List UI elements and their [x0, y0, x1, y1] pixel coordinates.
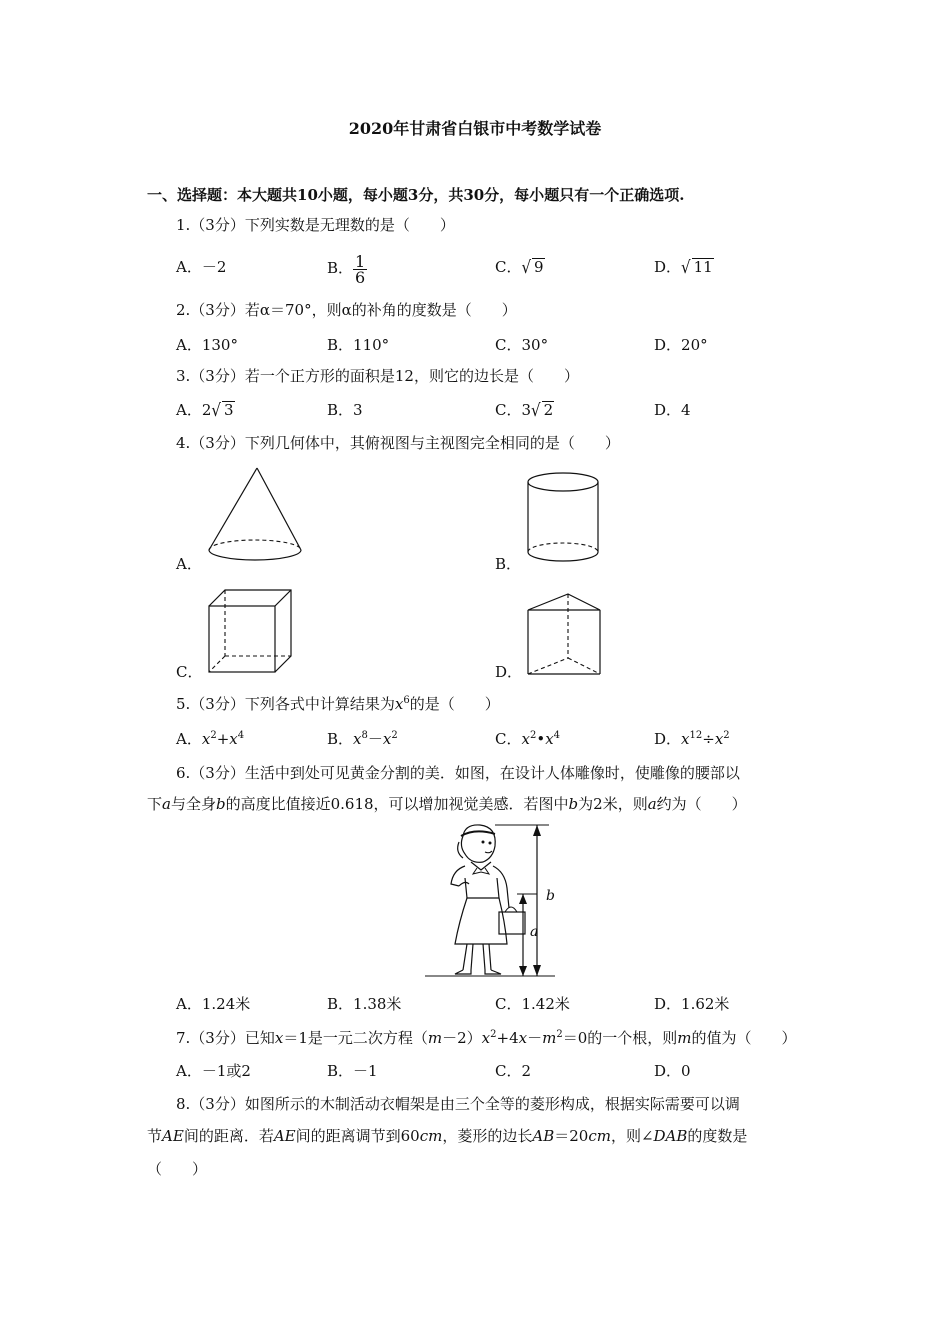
question-6-line-1: 6.（3分）生活中到处可见黄金分割的美．如图，在设计人体雕像时，使雕像的腰部以	[176, 764, 740, 782]
q3-option-a	[176, 400, 235, 420]
exponent: 2	[556, 1029, 563, 1040]
var-m: m	[677, 1029, 692, 1047]
question-7-stem	[176, 1028, 797, 1048]
var-x: x	[201, 730, 211, 748]
q5-option-c-label: C．	[495, 730, 522, 748]
q4-option-b: B．	[495, 555, 522, 573]
q1-radicand-d: 11	[693, 258, 713, 276]
q1-radicand-c: 9	[534, 258, 544, 276]
q8-text: 节	[147, 1127, 163, 1145]
var-AE: AE	[273, 1127, 296, 1145]
q6-text: 下	[147, 795, 163, 813]
radical-sign-icon: √	[521, 256, 532, 278]
q1-fraction-numerator: 1	[355, 251, 366, 271]
q8-text: ，则∠	[610, 1127, 654, 1145]
q4-option-a: A．	[176, 555, 202, 573]
q6-option-c: C．1.42米	[495, 995, 570, 1013]
var-a: a	[647, 795, 657, 813]
q4-option-d: D．	[495, 663, 523, 681]
sculpture-figure	[425, 822, 565, 980]
q6-option-a: A．1.24米	[176, 995, 251, 1013]
exponent: 12	[689, 730, 703, 741]
q6-text: 为2米，则	[578, 795, 648, 813]
q7-option-a: A．－1或2	[176, 1062, 251, 1080]
q5-option-c	[495, 729, 560, 749]
q1-option-b-label: B．	[327, 259, 354, 277]
var-x: x	[274, 1029, 284, 1047]
q6-text: 的高度比值接近0.618，可以增加视觉美感．若图中	[225, 795, 569, 813]
section-heading: 一、选择题：本大题共10小题，每小题3分，共30分，每小题只有一个正确选项.	[147, 186, 685, 204]
q7-text: ＝0的一个根，则	[562, 1029, 678, 1047]
q3-option-b: B．3	[327, 401, 363, 419]
q2-option-d: D．20°	[654, 336, 708, 354]
q1-option-d-label: D．	[654, 258, 682, 276]
q5-variable: x	[394, 695, 404, 713]
q7-text: 7.（3分）已知	[176, 1029, 275, 1047]
question-6-line-2	[147, 794, 747, 814]
q5-exponent: 6	[403, 695, 410, 706]
q7-option-b: B．－1	[327, 1062, 378, 1080]
q1-option-c	[495, 257, 545, 277]
q5-stem-text-end: 的是（ ）	[409, 695, 500, 713]
var-x: x	[382, 730, 392, 748]
q7-text: －2）	[442, 1029, 482, 1047]
exponent: 2	[723, 730, 730, 741]
q3-option-d: D．4	[654, 401, 691, 419]
question-5-stem	[176, 694, 500, 714]
question-3-stem: 3.（3分）若一个正方形的面积是12，则它的边长是（ ）	[176, 367, 579, 385]
exponent: 2	[391, 730, 398, 741]
q1-option-c-label: C．	[495, 258, 522, 276]
figure-label-b: b	[546, 888, 555, 904]
q7-option-d: D．0	[654, 1062, 691, 1080]
radical-sign-icon: √	[211, 399, 221, 421]
q8-text: 间的距离．若	[183, 1127, 274, 1145]
unit-cm: cm	[588, 1127, 611, 1145]
radical-sign-icon: √	[681, 256, 691, 278]
q1-option-b	[327, 248, 367, 288]
q8-text: 的度数是	[687, 1127, 748, 1145]
cylinder-figure	[526, 470, 602, 570]
var-AB: AB	[532, 1127, 555, 1145]
var-b: b	[215, 795, 226, 813]
q5-option-b	[327, 729, 398, 749]
q3-option-c-label: C．3	[495, 401, 532, 419]
q8-text: ＝20	[554, 1127, 589, 1145]
cube-figure	[205, 586, 295, 676]
q1-option-a: A．－2	[176, 258, 227, 276]
q7-text: ＝1是一元二次方程（	[283, 1029, 428, 1047]
exponent: 8	[361, 730, 368, 741]
unit-cm: cm	[419, 1127, 443, 1145]
var-b: b	[568, 795, 579, 813]
question-4-stem: 4.（3分）下列几何体中，其俯视图与主视图完全相同的是（ ）	[176, 434, 620, 452]
var-x: x	[229, 730, 238, 748]
var-x: x	[681, 730, 690, 748]
page-title: 2020年甘肃省白银市中考数学试卷	[348, 119, 602, 138]
q1-fraction	[353, 251, 367, 287]
exponent: 2	[529, 730, 537, 741]
q7-text: －	[527, 1029, 543, 1047]
var-DAB: DAB	[653, 1127, 688, 1145]
exponent: 4	[553, 730, 561, 741]
question-1-stem: 1.（3分）下列实数是无理数的是（ ）	[176, 216, 455, 234]
operator: +	[216, 730, 230, 748]
q2-option-c: C．30°	[495, 336, 549, 354]
q8-text: ，菱形的边长	[442, 1127, 533, 1145]
operator: •	[536, 730, 546, 748]
figure-label-a: a	[530, 924, 539, 940]
q7-option-c: C．2	[495, 1062, 532, 1080]
q7-text: 的值为（ ）	[691, 1029, 797, 1047]
q6-text: 与全身	[170, 795, 216, 813]
question-8-line-3: （ ）	[147, 1160, 208, 1178]
q1-option-d	[654, 257, 714, 277]
var-a: a	[162, 795, 171, 813]
q7-text: +4	[496, 1029, 519, 1047]
exponent: 2	[210, 730, 217, 741]
triangular-prism-figure	[526, 592, 604, 682]
q6-text: 约为（ ）	[656, 795, 747, 813]
var-x: x	[714, 730, 724, 748]
q5-option-d-label: D．	[654, 730, 682, 748]
operator: ÷	[702, 730, 715, 748]
q1-fraction-denominator: 6	[355, 267, 366, 287]
exponent: 2	[490, 1029, 497, 1040]
var-AE: AE	[162, 1127, 184, 1145]
var-x: x	[353, 730, 362, 748]
var-m: m	[427, 1029, 443, 1047]
var-x: x	[481, 1029, 491, 1047]
radical-sign-icon: √	[531, 399, 541, 421]
q8-text: 间的距离调节到60	[295, 1127, 420, 1145]
q3-radicand-c: 2	[543, 401, 554, 419]
q3-radicand-a: 3	[223, 401, 234, 419]
var-x: x	[518, 1029, 528, 1047]
q3-option-a-label: A．2	[176, 401, 212, 419]
var-x: x	[521, 730, 530, 748]
var-x: x	[545, 730, 554, 748]
q5-option-a-label: A．	[176, 730, 202, 748]
q6-option-d: D．1.62米	[654, 995, 730, 1013]
q2-option-a: A．130°	[176, 336, 238, 354]
q6-option-b: B．1.38米	[327, 995, 402, 1013]
q5-option-a	[176, 729, 244, 749]
q5-stem-text: 5.（3分）下列各式中计算结果为	[176, 695, 395, 713]
question-8-line-1: 8.（3分）如图所示的木制活动衣帽架是由三个全等的菱形构成，根据实际需要可以调	[176, 1095, 740, 1113]
q2-option-b: B．110°	[327, 336, 390, 354]
cone-figure	[205, 466, 305, 566]
operator: －	[367, 730, 383, 748]
exponent: 4	[237, 730, 245, 741]
question-8-line-2	[147, 1126, 747, 1146]
q5-option-d	[654, 729, 730, 749]
question-2-stem: 2.（3分）若α＝70°，则α的补角的度数是（ ）	[176, 301, 517, 319]
var-m: m	[542, 1029, 557, 1047]
q3-option-c	[495, 400, 554, 420]
q5-option-b-label: B．	[327, 730, 354, 748]
q4-option-c: C．	[176, 663, 203, 681]
